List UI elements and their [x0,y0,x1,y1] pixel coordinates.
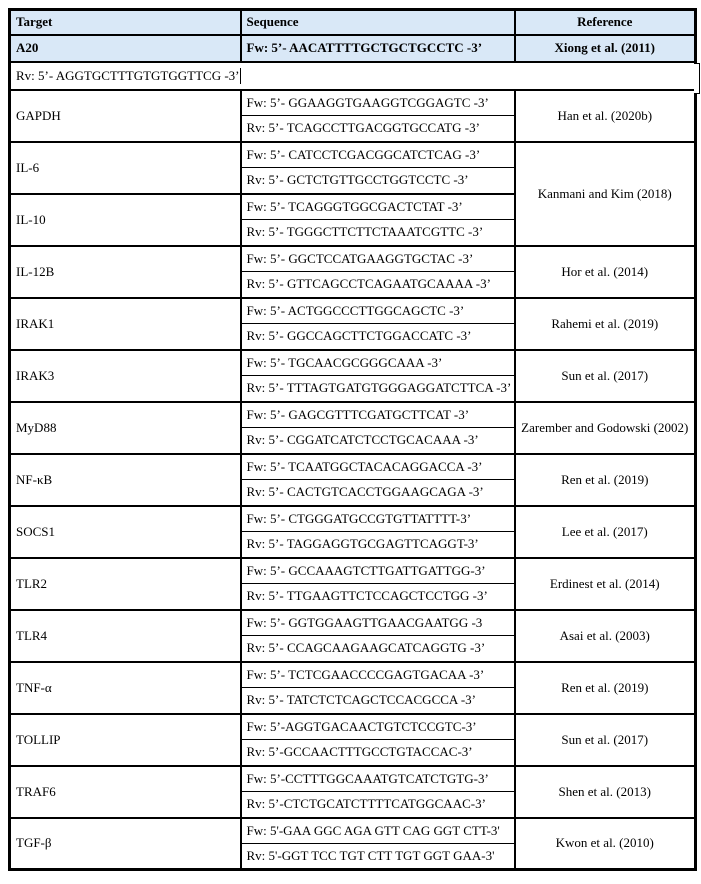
sequence-cell-fw: Fw: 5’- TGCAACGCGGGCAAA -3’ [241,350,515,376]
table-row [10,246,696,272]
table-row [10,454,696,480]
target-cell: TRAF6 [10,766,241,818]
sequence-cell-rv: Rv: 5’-GCCAACTTTGCCTGTACCAC-3’ [241,740,515,766]
sequence-cell-fw: Fw: 5'-GAA GGC AGA GTT CAG GGT CTT-3' [241,818,515,844]
target-cell: TGF-β [10,818,241,870]
reference-cell: Hor et al. (2014) [515,246,696,298]
table-row [10,350,696,376]
header-cell-target: Target [10,10,241,35]
target-cell: TLR4 [10,610,241,662]
table-row [10,402,696,428]
target-cell: IRAK1 [10,298,241,350]
reference-cell: Xiong et al. (2011) [515,35,696,62]
target-cell: IRAK3 [10,350,241,402]
sequence-cell-rv: Rv: 5’- TTGAAGTTCTCCAGCTCCTGG -3’ [241,584,515,610]
target-cell: IL-12B [10,246,241,298]
table-row [10,506,696,532]
sequence-cell-fw: Fw: 5’- CATCCTCGACGGCATCTCAG -3’ [241,142,515,168]
table-row [10,142,696,168]
reference-cell: Erdinest et al. (2014) [515,558,696,610]
sequence-cell-fw: Fw: 5’- TCAATGGCTACACAGGACCA -3’ [241,454,515,480]
sequence-cell-rv: Rv: 5’-CTCTGCATCTTTTCATGGCAAC-3’ [241,792,515,818]
primer-table [8,8,697,871]
target-cell: NF-κB [10,454,241,506]
table-row [10,766,696,792]
table-row [10,610,696,636]
header-cell-sequence: Sequence [241,10,515,35]
sequence-cell-rv: Rv: 5’- TGGGCTTCTTCTAAATCGTTC -3’ [241,220,515,246]
reference-cell: Shen et al. (2013) [515,766,696,818]
sequence-cell-rv: Rv: 5’- CACTGTCACCTGGAAGCAGA -3’ [241,480,515,506]
sequence-cell-fw: Fw: 5’- AACATTTTGCTGCTGCCTC -3’ [241,35,515,62]
sequence-cell-fw: Fw: 5’- GGTGGAAGTTGAACGAATGG -3 [241,610,515,636]
reference-cell: Asai et al. (2003) [515,610,696,662]
reference-cell: Zarember and Godowski (2002) [515,402,696,454]
target-cell: TNF-α [10,662,241,714]
reference-cell: Rahemi et al. (2019) [515,298,696,350]
reference-cell: Sun et al. (2017) [515,350,696,402]
sequence-cell-rv: Rv: 5’- TCAGCCTTGACGGTGCCATG -3’ [241,116,515,142]
table-header-row [10,10,696,35]
sequence-cell-fw: Fw: 5’- TCAGGGTGGCGACTCTAT -3’ [241,194,515,220]
sequence-cell-rv: Rv: 5’- TATCTCTCAGCTCCACGCCA -3’ [241,688,515,714]
empty-cell [241,68,694,84]
sequence-cell-fw: Fw: 5’-AGGTGACAACTGTCTCCGTC-3’ [241,714,515,740]
sequence-cell-fw: Fw: 5’- GCCAAAGTCTTGATTGATTGG-3’ [241,558,515,584]
sequence-cell-fw: Fw: 5’- CTGGGATGCCGTGTTATTTT-3’ [241,506,515,532]
sequence-cell-rv: Rv: 5’- AGGTGCTTTGTGTGGTTCG -3’ [11,68,241,84]
table-row [10,662,696,688]
sequence-cell-fw: Fw: 5’- TCTCGAACCCCGAGTGACAA -3’ [241,662,515,688]
target-cell: GAPDH [10,90,241,142]
table-row-a20 [10,35,696,62]
a20-rv-row-overhang [694,63,700,94]
primer-table-wrapper [8,8,694,871]
reference-cell: Sun et al. (2017) [515,714,696,766]
target-cell: SOCS1 [10,506,241,558]
target-cell: TOLLIP [10,714,241,766]
target-cell: A20 [10,35,241,62]
sequence-cell-fw: Fw: 5’- GAGCGTTTCGATGCTTCAT -3’ [241,402,515,428]
target-cell: IL-10 [10,194,241,246]
sequence-cell-rv: Rv: 5’- TTTAGTGATGTGGGAGGATCTTCA -3’ [241,376,515,402]
reference-cell: Lee et al. (2017) [515,506,696,558]
table-row [10,298,696,324]
sequence-cell-fw: Fw: 5’- ACTGGCCCTTGGCAGCTC -3’ [241,298,515,324]
sequence-cell-rv: Rv: 5’- TAGGAGGTGCGAGTTCAGGT-3’ [241,532,515,558]
reference-cell: Kwon et al. (2010) [515,818,696,870]
target-cell: MyD88 [10,402,241,454]
sequence-cell-fw: Fw: 5’- GGAAGGTGAAGGTCGGAGTC -3’ [241,90,515,116]
table-row-a20-rv [10,62,696,90]
reference-cell: Ren et al. (2019) [515,454,696,506]
sequence-cell-rv: Rv: 5'-GGT TCC TGT CTT TGT GGT GAA-3' [241,844,515,870]
a20-rv-orphan-cell [10,62,696,90]
sequence-cell-fw: Fw: 5’- GGCTCCATGAAGGTGCTAC -3’ [241,246,515,272]
sequence-cell-rv: Rv: 5’- GCTCTGTTGCCTGGTCCTC -3’ [241,168,515,194]
sequence-cell-rv: Rv: 5’- GGCCAGCTTCTGGACCATC -3’ [241,324,515,350]
table-row [10,818,696,844]
header-cell-reference: Reference [515,10,696,35]
table-row [10,714,696,740]
table-row [10,90,696,116]
table-row [10,558,696,584]
target-cell: IL-6 [10,142,241,194]
sequence-cell-rv: Rv: 5’- CCAGCAAGAAGCATCAGGTG -3’ [241,636,515,662]
reference-cell: Ren et al. (2019) [515,662,696,714]
target-cell: TLR2 [10,558,241,610]
sequence-cell-rv: Rv: 5’- CGGATCATCTCCTGCACAAA -3’ [241,428,515,454]
sequence-cell-fw: Fw: 5’-CCTTTGGCAAATGTCATCTGTG-3’ [241,766,515,792]
sequence-cell-rv: Rv: 5’- GTTCAGCCTCAGAATGCAAAA -3’ [241,272,515,298]
reference-cell: Kanmani and Kim (2018) [515,142,696,246]
reference-cell: Han et al. (2020b) [515,90,696,142]
